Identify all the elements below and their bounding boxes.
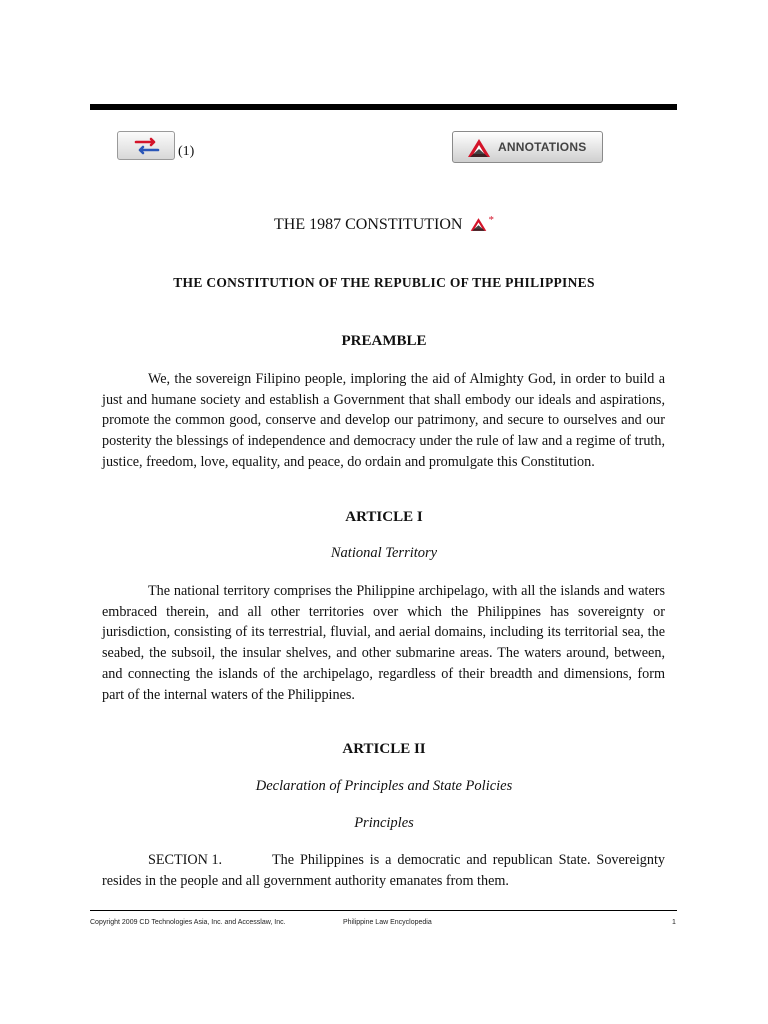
header-rule-thin — [90, 109, 677, 110]
swap-arrows-icon — [132, 137, 162, 155]
principles-heading: Principles — [354, 815, 414, 831]
article-1-text: The national territory comprises the Philippine archipelago, with all the islands and waters embraced therein, and all other territories over which the Philippines has sovereignty or jurisdiction, consisting of its terrestrial, fluvial, and aerial domains, including its territorial sea, the seabed, the subsoil, the insular shelves, and other submarine areas. The waters around, between, and connecting the islands of the archipelago, regardless of their breadth and dimensions, form part of the internal waters of the Philippines. — [102, 583, 665, 703]
section-1-label: SECTION 1. — [148, 852, 223, 868]
article-2-heading: ARTICLE II — [342, 741, 426, 757]
article-1-subheading: National Territory — [330, 545, 438, 561]
footer-rule — [90, 910, 677, 911]
swap-navigation-button[interactable] — [117, 131, 175, 160]
article-2-subheading: Declaration of Principles and State Policies — [255, 778, 513, 794]
article-1-heading: ARTICLE I — [345, 509, 423, 525]
annotation-link-icon[interactable] — [470, 217, 487, 237]
footer-copyright: Copyright 2009 CD Technologies Asia, Inc. and Accesslaw, Inc. — [90, 919, 286, 926]
title-marker: * — [488, 214, 494, 226]
section-1-text: The Philippines is a democratic and republican State. Sovereignty resides in the people and all government authority emanates from them. — [102, 852, 665, 889]
document-subtitle: THE CONSTITUTION OF THE REPUBLIC OF THE PHILIPPINES — [173, 275, 595, 290]
section-1-paragraph — [102, 850, 665, 891]
preamble-heading: PREAMBLE — [341, 333, 427, 349]
footnote-reference[interactable]: (1) — [178, 144, 195, 159]
document-title — [0, 214, 768, 237]
footer-page-number: 1 — [672, 919, 676, 926]
title-text: THE 1987 CONSTITUTION — [274, 216, 463, 233]
preamble-text: We, the sovereign Filipino people, imploring the aid of Almighty God, in order to build a just and humane society and establish a Government that shall embody our ideals and aspirations, promote the common good, conserve and develop our patrimony, and secure to ourselves and our posterity the blessings of independence and democracy under the rule of law and a regime of truth, justice, freedom, love, equality, and peace, do ordain and promulgate this Constitution. — [102, 371, 665, 470]
footer-publication: Philippine Law Encyclopedia — [343, 919, 432, 926]
annotation-logo-icon — [467, 138, 491, 158]
annotations-button[interactable] — [452, 131, 603, 163]
annotations-label: ANNOTATIONS — [498, 140, 587, 154]
